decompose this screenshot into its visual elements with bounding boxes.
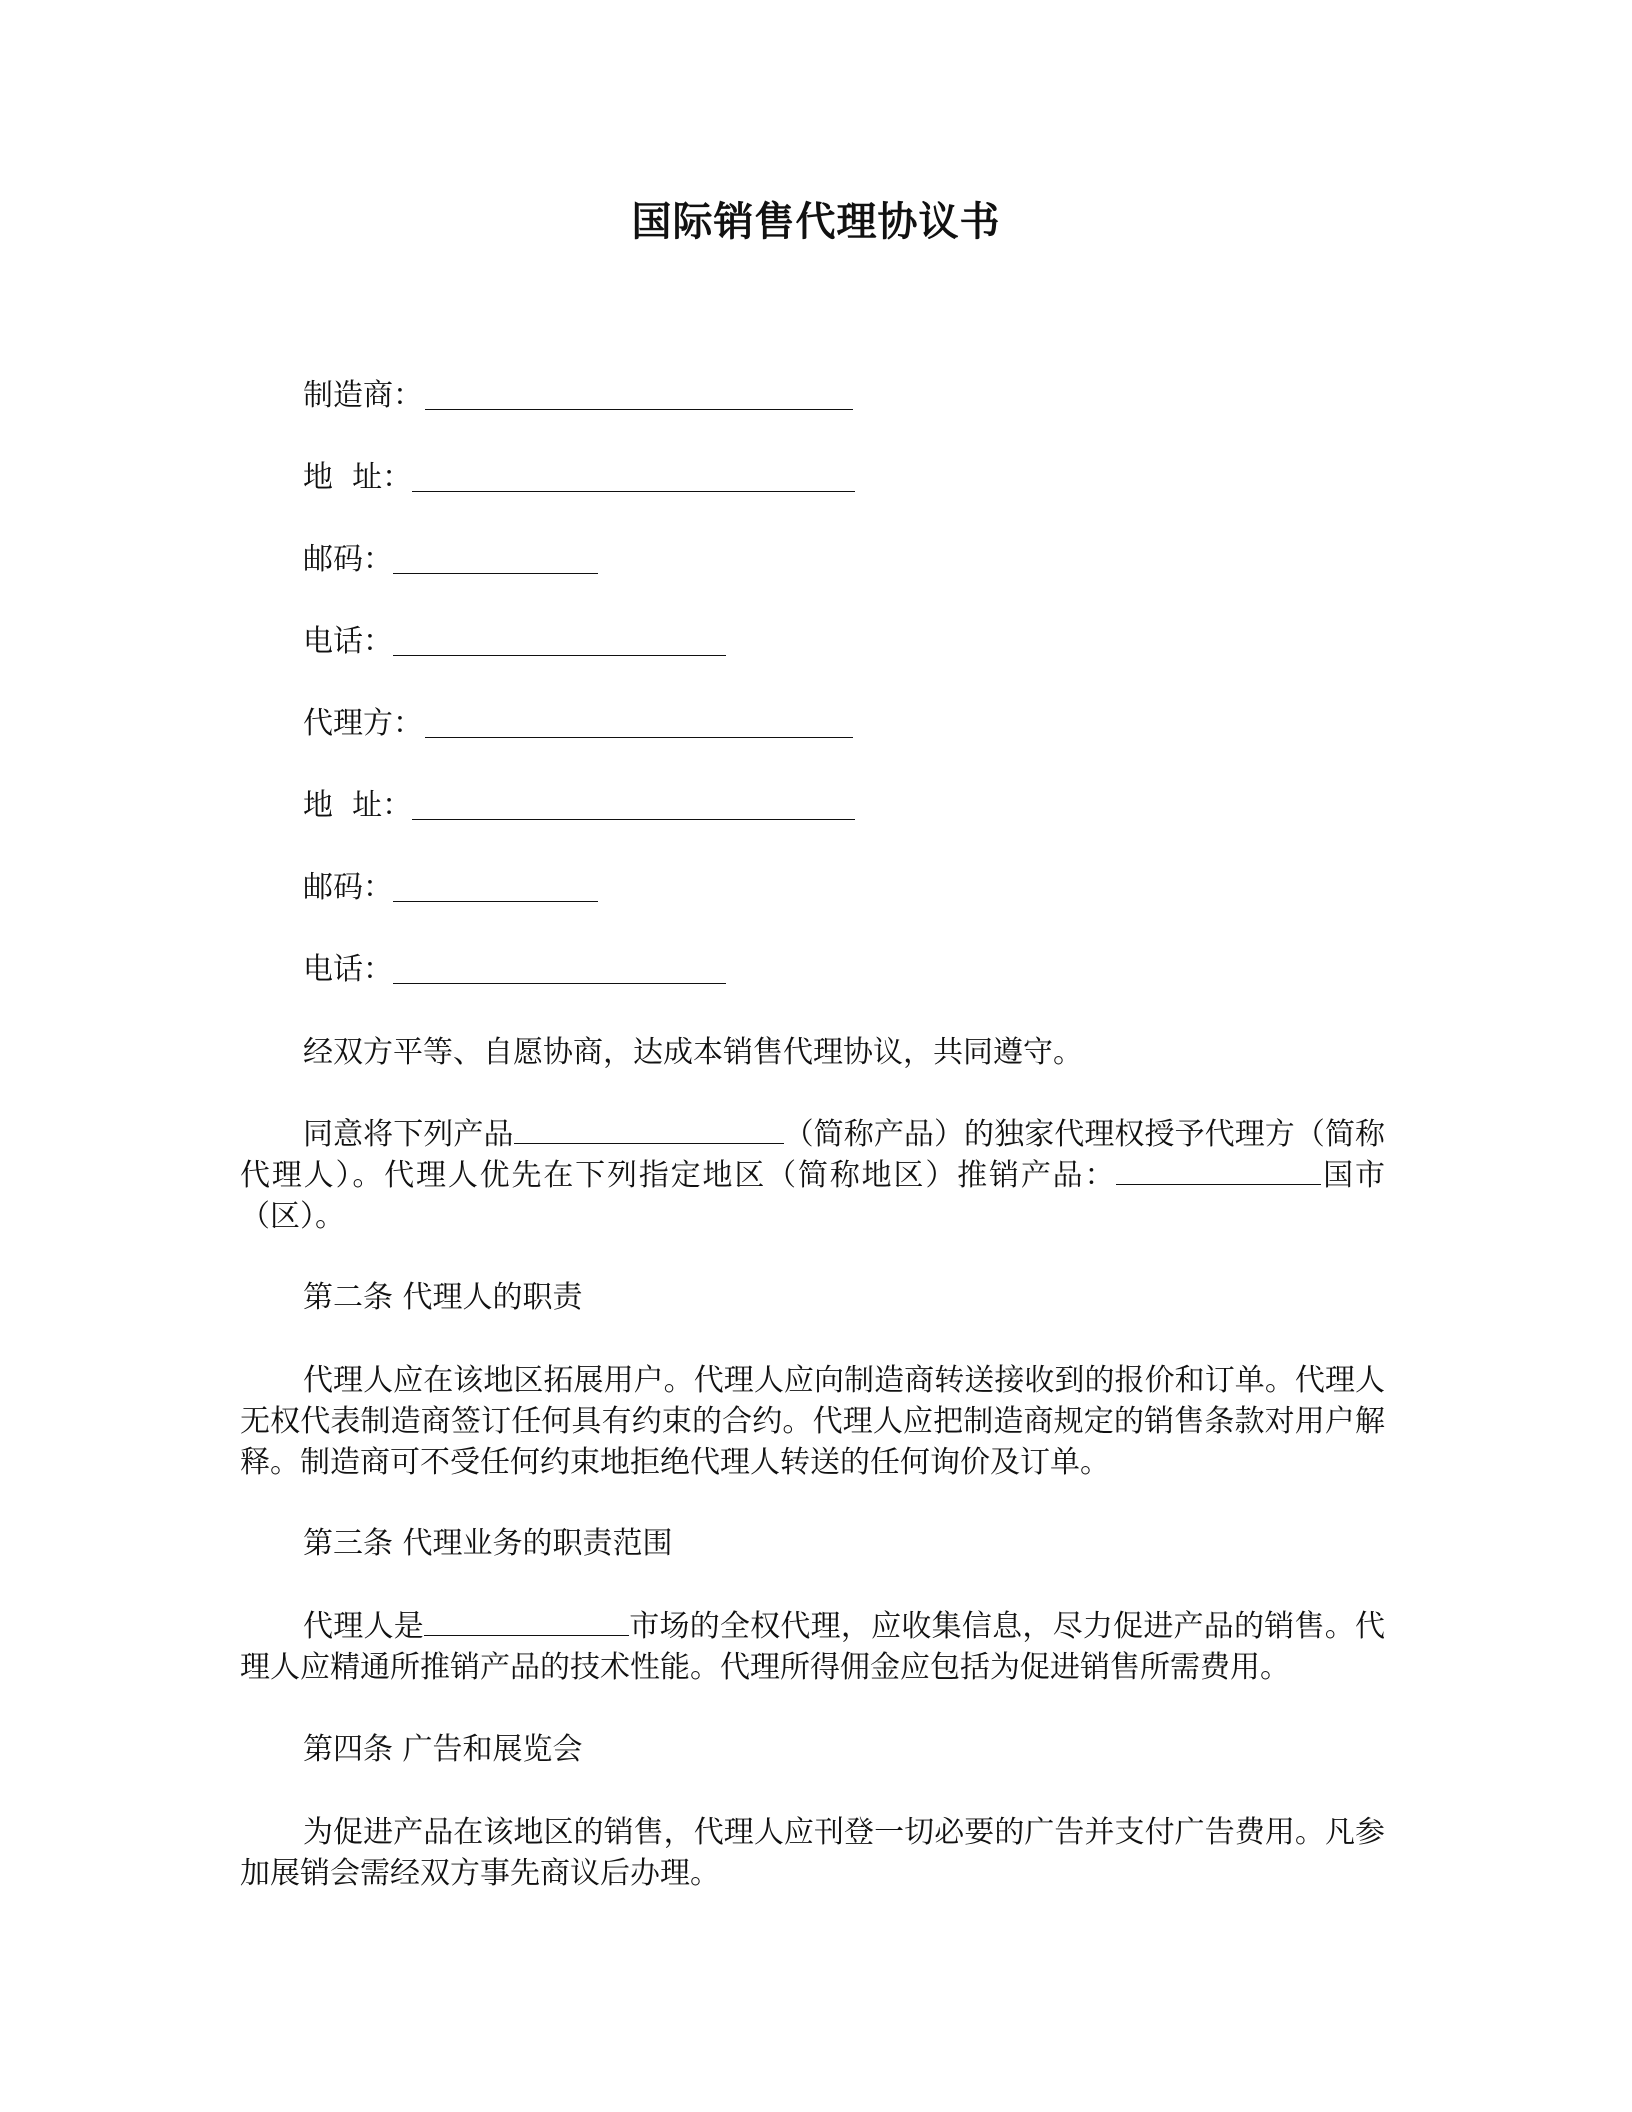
agent-name-label: 代理方： [303,706,423,741]
agent-name-field [303,704,853,744]
manufacturer-name-blank [425,379,853,410]
agent-address-blank [412,789,855,820]
manufacturer-phone-label: 电话： [303,624,393,659]
article1-text-part2: （简称产品）的独家代理权授予代理方（简称代理人）。代理人优先在下列指定地区（简称地区）推销产品： [240,1117,1386,1193]
agent-phone-field [303,950,726,990]
article2-heading: 第二条 代理人的职责 [303,1280,583,1315]
manufacturer-phone-blank [393,625,726,656]
manufacturer-phone-field [303,622,726,662]
agent-address-field [303,786,855,826]
article4-heading: 第四条 广告和展览会 [303,1732,583,1767]
manufacturer-postcode-label: 邮码： [303,542,393,577]
intro-paragraph: 经双方平等、自愿协商，达成本销售代理协议，共同遵守。 [303,1035,1083,1070]
article4-paragraph: 为促进产品在该地区的销售，代理人应刊登一切必要的广告并支付广告费用。凡参加展销会需经双方事先商议后办理。 [240,1815,1385,1891]
manufacturer-address-label: 地 址： [303,460,413,495]
article3-heading: 第三条 代理业务的职责范围 [303,1526,673,1561]
article2-paragraph: 代理人应在该地区拓展用户。代理人应向制造商转送接收到的报价和订单。代理人无权代表制造商签订任何具有约束的合约。代理人应把制造商规定的销售条款对用户解释。制造商可不受任何约束地拒绝代理人转送的任何询价及订单。 [240,1363,1385,1480]
article3-text-part2: 市场的全权代理，应收集信息，尽力促进产品的销售。代理人应精通所推销产品的技术性能。代理所得佣金应包括为促进销售所需费用。 [240,1609,1386,1685]
manufacturer-postcode-blank [393,543,598,574]
agent-phone-blank [393,953,726,984]
article3-text-part1: 代理人是 [303,1609,424,1644]
manufacturer-name-label: 制造商： [303,378,423,413]
article1-text-part1: 同意将下列产品 [303,1117,514,1152]
agent-postcode-label: 邮码： [303,870,393,905]
article1-text-part3: 国市（区）。 [240,1158,1386,1234]
market-blank [424,1607,629,1636]
agent-phone-label: 电话： [303,952,393,987]
agent-name-blank [425,707,853,738]
manufacturer-address-blank [412,461,855,492]
territory-blank [1116,1156,1321,1185]
agent-address-label: 地 址： [303,788,413,823]
article3-paragraph [240,1606,1385,1688]
manufacturer-name-field [303,376,853,416]
manufacturer-address-field [303,458,855,498]
document-title: 国际销售代理协议书 [631,198,1001,245]
article1-paragraph [240,1114,1385,1237]
agent-postcode-blank [393,871,598,902]
agent-postcode-field [303,868,598,908]
product-blank [514,1115,784,1144]
manufacturer-postcode-field [303,540,598,580]
